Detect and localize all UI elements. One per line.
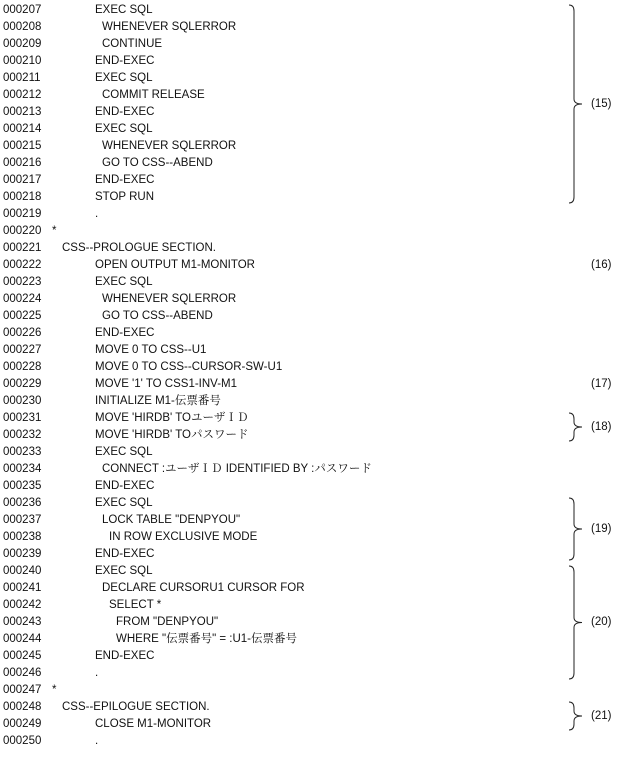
annotation-label: (17) [591, 378, 612, 390]
line-number: 000216 [3, 157, 42, 169]
code-text: DECLARE CURSORU1 CURSOR FOR [102, 582, 305, 594]
code-text: MOVE 0 TO CSS--CURSOR-SW-U1 [95, 361, 283, 373]
code-text: END-EXEC [95, 650, 155, 662]
line-number: 000237 [3, 514, 42, 526]
code-text: END-EXEC [95, 174, 155, 186]
line-number: 000248 [3, 701, 42, 713]
code-text: IN ROW EXCLUSIVE MODE [109, 531, 258, 543]
line-number: 000243 [3, 616, 42, 628]
code-text: END-EXEC [95, 55, 155, 67]
code-text: FROM "DENPYOU" [116, 616, 219, 628]
code-text: MOVE '1' TO CSS1-INV-M1 [95, 378, 238, 390]
annotation-label: (16) [591, 259, 612, 271]
code-text: END-EXEC [95, 327, 155, 339]
line-number: 000231 [3, 412, 42, 424]
code-text: STOP RUN [95, 191, 155, 203]
line-number: 000213 [3, 106, 42, 118]
line-number: 000211 [3, 72, 41, 84]
code-text: LOCK TABLE "DENPYOU" [102, 514, 241, 526]
code-text: CONNECT :ユーザＩＤ IDENTIFIED BY :パスワード [102, 463, 372, 475]
line-number: 000217 [3, 174, 42, 186]
line-number: 000247 [3, 684, 42, 696]
code-text: GO TO CSS--ABEND [102, 310, 213, 322]
code-text: CONTINUE [102, 38, 163, 50]
line-number: 000242 [3, 599, 42, 611]
line-number: 000250 [3, 735, 42, 747]
line-number: 000210 [3, 55, 42, 67]
code-text: INITIALIZE M1-伝票番号 [95, 395, 221, 407]
line-number: 000228 [3, 361, 42, 373]
line-number: 000234 [3, 463, 42, 475]
code-text: * [52, 225, 57, 237]
brace-icon [569, 702, 582, 730]
code-text: OPEN OUTPUT M1-MONITOR [95, 259, 255, 271]
line-number: 000215 [3, 140, 42, 152]
line-number: 000218 [3, 191, 42, 203]
line-number: 000224 [3, 293, 42, 305]
code-text: WHENEVER SQLERROR [102, 21, 237, 33]
line-number: 000230 [3, 395, 42, 407]
line-number: 000219 [3, 208, 42, 220]
code-text: END-EXEC [95, 480, 155, 492]
code-text: WHENEVER SQLERROR [102, 293, 237, 305]
line-number: 000232 [3, 429, 42, 441]
line-number: 000214 [3, 123, 42, 135]
line-number: 000240 [3, 565, 42, 577]
code-text: WHERE "伝票番号" = :U1-伝票番号 [116, 633, 297, 645]
line-number: 000235 [3, 480, 42, 492]
brace-icon [569, 498, 582, 560]
annotation-label: (20) [591, 616, 612, 628]
line-number: 000207 [3, 4, 42, 16]
brace-icon [569, 566, 582, 679]
code-text: EXEC SQL [95, 446, 153, 458]
brace-icon [569, 5, 582, 203]
line-number: 000249 [3, 718, 42, 730]
code-text: CSS--EPILOGUE SECTION. [62, 701, 210, 713]
line-number: 000223 [3, 276, 42, 288]
code-text: END-EXEC [95, 106, 155, 118]
line-number: 000225 [3, 310, 42, 322]
line-number: 000229 [3, 378, 42, 390]
code-text: . [95, 208, 99, 220]
line-number: 000227 [3, 344, 42, 356]
annotation-label: (18) [591, 420, 612, 433]
code-text: CSS--PROLOGUE SECTION. [62, 242, 216, 254]
line-number: 000212 [3, 89, 42, 101]
line-number: 000226 [3, 327, 42, 339]
code-text: COMMIT RELEASE [102, 89, 205, 101]
code-text: . [95, 667, 99, 679]
code-text: EXEC SQL [95, 276, 153, 288]
code-text: EXEC SQL [95, 4, 153, 16]
code-text: MOVE 'HIRDB' TOパスワード [95, 429, 249, 441]
code-text: GO TO CSS--ABEND [102, 157, 213, 169]
code-text: CLOSE M1-MONITOR [95, 718, 212, 730]
line-number: 000236 [3, 497, 42, 509]
code-text: EXEC SQL [95, 123, 153, 135]
line-number: 000208 [3, 21, 42, 33]
line-number: 000238 [3, 531, 42, 543]
brace-icon [569, 413, 582, 441]
line-number: 000220 [3, 225, 42, 237]
code-text: MOVE 'HIRDB' TOユーザＩＤ [95, 412, 249, 424]
line-number: 000239 [3, 548, 42, 560]
annotation-label: (19) [591, 522, 612, 535]
line-number: 000222 [3, 259, 42, 271]
code-text: EXEC SQL [95, 72, 153, 84]
annotation-label: (15) [591, 97, 612, 110]
line-number: 000241 [3, 582, 42, 594]
code-text: . [95, 735, 99, 747]
line-number: 000245 [3, 650, 42, 662]
code-text: END-EXEC [95, 548, 155, 560]
code-text: * [52, 684, 57, 696]
annotation-label: (21) [591, 709, 612, 722]
code-text: SELECT * [109, 599, 162, 611]
code-text: WHENEVER SQLERROR [102, 140, 237, 152]
code-text: EXEC SQL [95, 565, 153, 577]
line-number: 000244 [3, 633, 42, 645]
line-number: 000209 [3, 38, 42, 50]
line-number: 000233 [3, 446, 42, 458]
line-number: 000221 [3, 242, 42, 254]
line-number: 000246 [3, 667, 42, 679]
code-text: MOVE 0 TO CSS--U1 [95, 344, 207, 356]
code-text: EXEC SQL [95, 497, 153, 509]
